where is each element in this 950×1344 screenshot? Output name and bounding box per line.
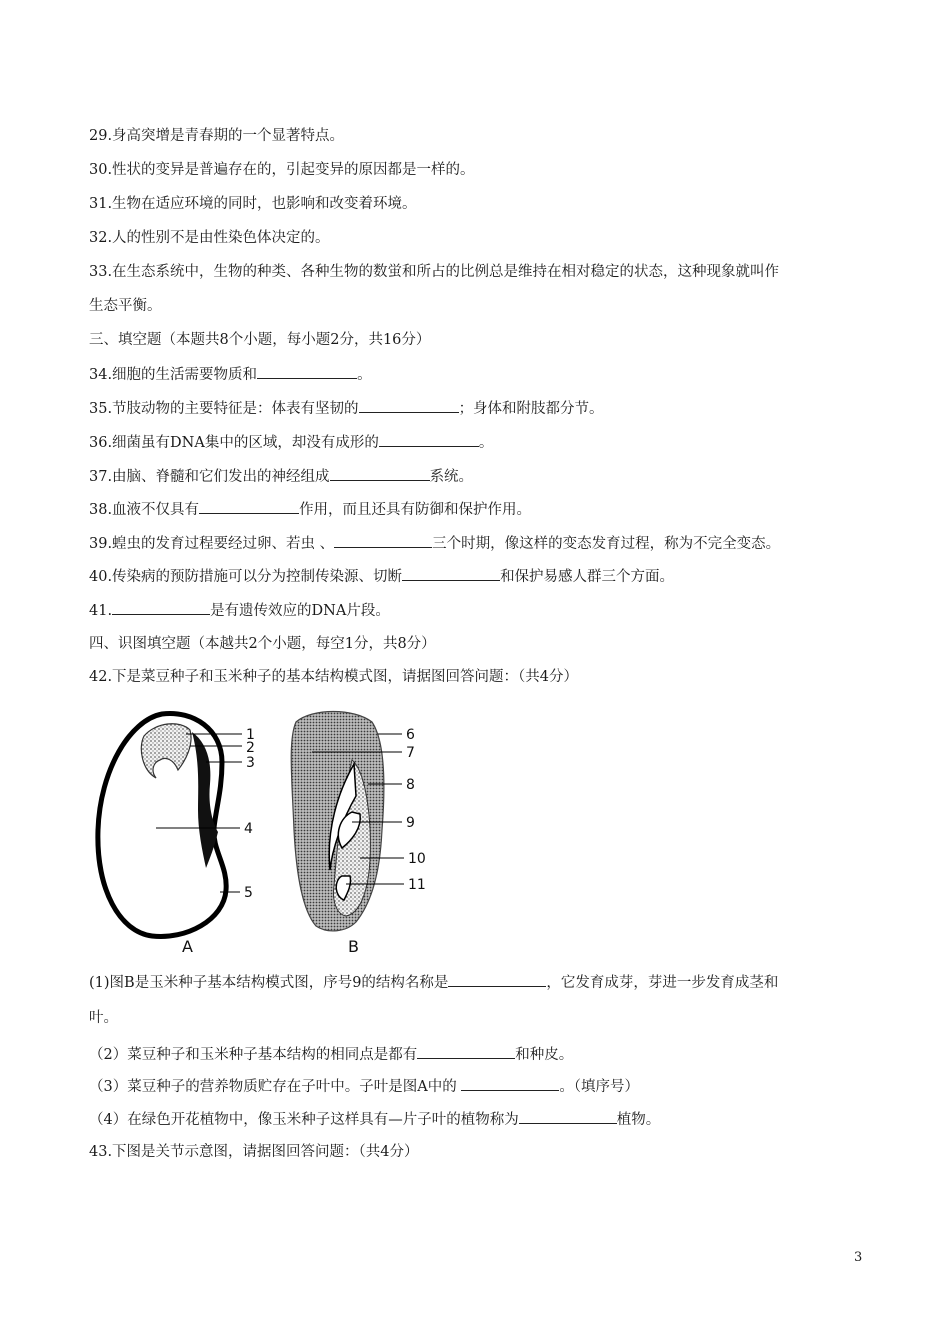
question-text: 37.由脑、脊髓和它们发出的神经组成 <box>89 469 330 485</box>
question-text: 系统。 <box>429 469 474 485</box>
answer-blank[interactable] <box>359 398 459 413</box>
question-30: 30.性状的变异是普遍存在的，引起变异的原因都是一样的。 <box>89 162 475 178</box>
question-42-1 <box>89 972 778 993</box>
question-35 <box>89 398 604 419</box>
question-text: 。 <box>478 435 494 451</box>
question-42-4 <box>89 1109 660 1130</box>
question-text: ；身体和附肢都分节。 <box>458 401 604 417</box>
question-41 <box>89 600 390 621</box>
question-text: ，它发育成芽，芽进一步发育成茎和 <box>546 975 779 991</box>
corn-seed-diagram <box>291 712 426 957</box>
question-42-3 <box>89 1076 639 1097</box>
caption-b: B <box>348 937 359 956</box>
question-text: 和种皮。 <box>515 1047 574 1063</box>
label-2: 2 <box>246 740 255 756</box>
question-text: 35.节肢动物的主要特征是：体表有坚韧的 <box>89 401 359 417</box>
question-text: 38.血液不仅具有 <box>89 502 200 518</box>
question-42: 42.下是菜豆种子和玉米种子的基本结构模式图，请据图回答问题：（共4分） <box>89 669 579 685</box>
answer-blank[interactable] <box>519 1109 617 1124</box>
question-text: （2）菜豆种子和玉米种子基本结构的相同点是都有 <box>89 1047 418 1063</box>
caption-a: A <box>182 937 193 956</box>
label-6: 6 <box>406 727 415 743</box>
label-5: 5 <box>244 885 253 901</box>
label-8: 8 <box>406 777 415 793</box>
question-text: 植物。 <box>616 1112 661 1128</box>
seed-structure-figure <box>90 700 450 962</box>
answer-blank[interactable] <box>461 1076 559 1091</box>
answer-blank[interactable] <box>379 432 479 447</box>
page-number: 3 <box>854 1250 863 1265</box>
question-text: 39.蝗虫的发育过程要经过卵、若虫 、 <box>89 536 335 552</box>
answer-blank[interactable] <box>257 364 357 379</box>
fill-section-heading: 三、填空题（本题共8个小题，每小题2分，共16分） <box>89 332 431 348</box>
answer-blank[interactable] <box>448 972 546 987</box>
label-1: 1 <box>246 727 255 743</box>
answer-blank[interactable] <box>112 600 210 615</box>
label-9: 9 <box>406 815 415 831</box>
answer-blank[interactable] <box>199 499 299 514</box>
question-text: (1)图B是玉米种子基本结构模式图，序号9的结构名称是 <box>89 975 449 991</box>
question-text: 。 <box>357 367 372 383</box>
question-42-1-line-2: 叶。 <box>89 1010 118 1026</box>
question-text: 36.细菌虽有DNA集中的区域，却没有成形的 <box>89 435 379 451</box>
question-text: 34.细胞的生活需要物质和 <box>89 367 258 383</box>
question-39 <box>89 533 780 554</box>
question-43: 43.下图是关节示意图，请据图回答问题：（共4分） <box>89 1144 419 1160</box>
question-36 <box>89 432 493 453</box>
question-text: 。（填序号） <box>559 1079 640 1095</box>
label-4: 4 <box>244 821 253 837</box>
answer-blank[interactable] <box>402 566 500 581</box>
question-42-2 <box>89 1044 573 1065</box>
diagram-section-heading: 四、识图填空题（本越共2个小题，每空1分，共8分） <box>89 636 436 652</box>
bean-seed-diagram <box>98 713 255 956</box>
question-text: 和保护易感人群三个方面。 <box>500 569 675 585</box>
question-31: 31.生物在适应环境的同时，也影响和改变着环境。 <box>89 196 417 212</box>
question-38 <box>89 499 531 520</box>
question-34 <box>89 364 372 385</box>
question-33-line-2: 生态平衡。 <box>89 298 162 314</box>
question-40 <box>89 566 674 587</box>
question-37 <box>89 466 473 487</box>
question-text: （3）菜豆种子的营养物质贮存在子叶中。子叶是图A中的 <box>89 1079 462 1095</box>
answer-blank[interactable] <box>330 466 430 481</box>
label-10: 10 <box>408 851 426 867</box>
question-29: 29.身高突增是青春期的一个显著特点。 <box>89 128 345 144</box>
label-3: 3 <box>246 755 255 771</box>
question-text: 三个时期，像这样的变态发育过程，称为不完全变态。 <box>432 536 781 552</box>
question-text: 作用，而且还具有防御和保护作用。 <box>299 502 532 518</box>
question-text: （4）在绿色开花植物中，像玉米种子这样具有—片子叶的植物称为 <box>89 1112 519 1128</box>
answer-blank[interactable] <box>334 533 432 548</box>
question-33-line-1: 33.在生态系统中，生物的种类、各种生物的数蛍和所占的比例总是维持在相对稳定的状态，这种现象就叫作 <box>89 264 780 280</box>
label-7: 7 <box>406 745 415 761</box>
answer-blank[interactable] <box>417 1044 515 1059</box>
question-text: 是有遗传效应的DNA片段。 <box>210 603 390 619</box>
question-text: 40.传染病的预防措施可以分为控制传染源、切断 <box>89 569 403 585</box>
label-11: 11 <box>408 877 426 893</box>
question-32: 32.人的性别不是由性染色体决定的。 <box>89 230 330 246</box>
question-text: 41. <box>89 603 113 619</box>
